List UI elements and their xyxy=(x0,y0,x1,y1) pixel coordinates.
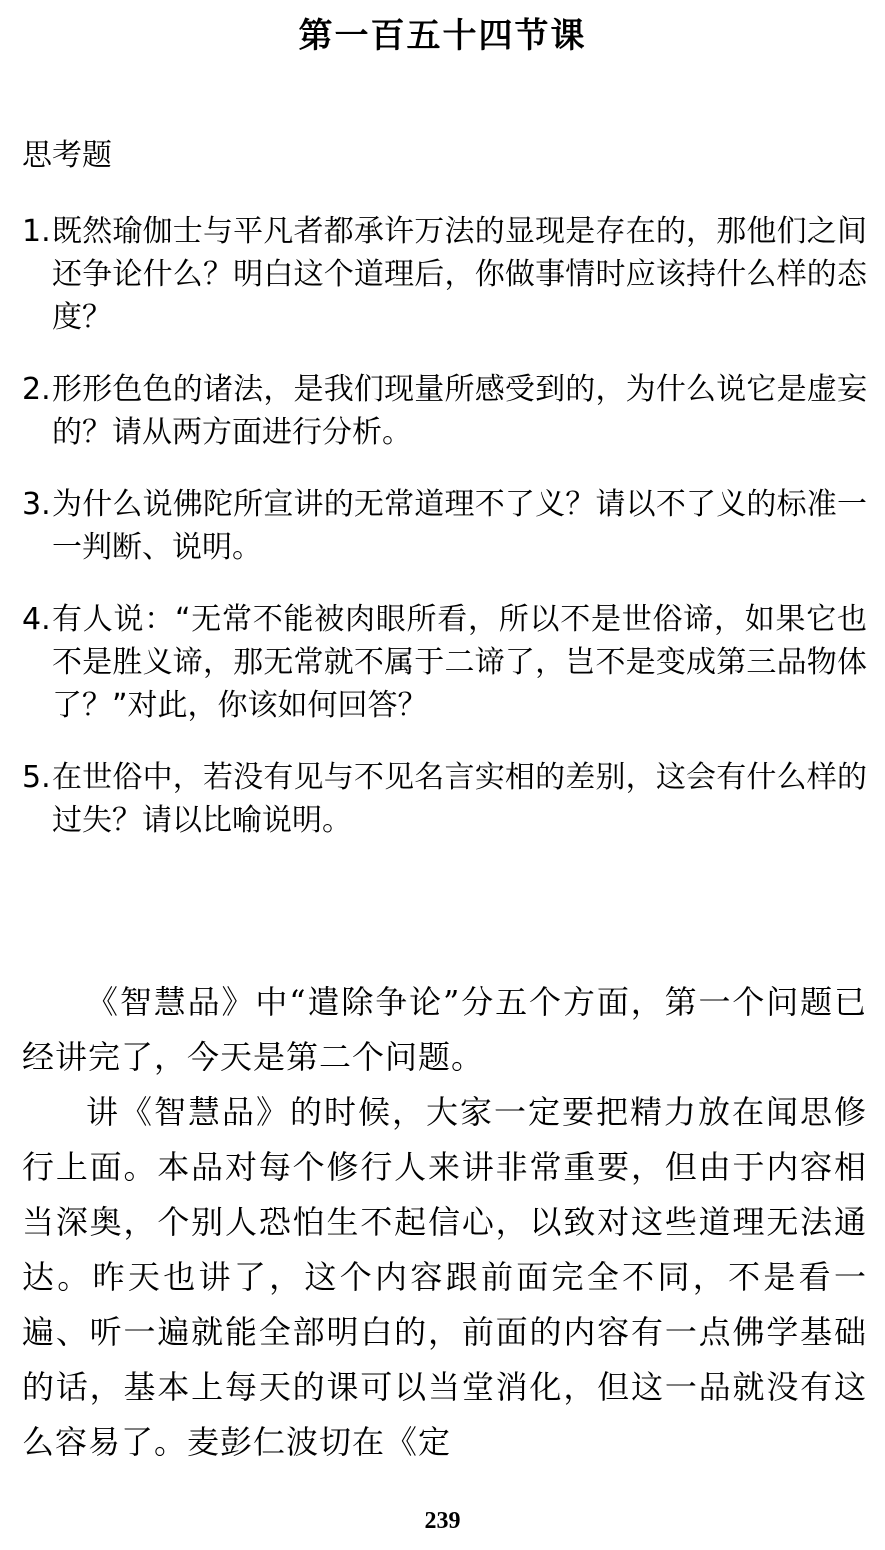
review-question-5 xyxy=(22,756,867,842)
page-number: 239 xyxy=(424,1508,461,1534)
question-number: 1. xyxy=(22,214,51,249)
question-number: 2. xyxy=(22,372,51,407)
question-text: 既然瑜伽士与平凡者都承许万法的显现是存在的，那他们之间还争论什么？明白这个道理后，你做事情时应该持什么样的态度？ xyxy=(52,214,867,335)
review-question-3 xyxy=(22,483,867,569)
question-number: 4. xyxy=(22,602,51,637)
question-text: 有人说：“无常不能被肉眼所看，所以不是世俗谛，如果它也不是胜义谛，那无常就不属于二谛了，岂不是变成第三品物体了？”对此，你该如何回答？ xyxy=(52,602,867,723)
review-question-4 xyxy=(22,598,867,727)
page-title: 第一百五十四节课 xyxy=(298,16,587,56)
question-text: 为什么说佛陀所宣讲的无常道理不了义？请以不了义的标准一一判断、说明。 xyxy=(52,487,867,565)
review-question-1 xyxy=(22,210,867,339)
review-question-2 xyxy=(22,368,867,454)
review-questions-list xyxy=(22,210,867,871)
lecture-body xyxy=(22,975,867,1470)
question-text: 形形色色的诸法，是我们现量所感受到的，为什么说它是虚妄的？请从两方面进行分析。 xyxy=(52,372,867,450)
question-text: 在世俗中，若没有见与不见名言实相的差别，这会有什么样的过失？请以比喻说明。 xyxy=(52,760,867,838)
review-questions-heading: 思考题 xyxy=(22,138,112,173)
body-paragraph-1: 《智慧品》中“遣除争论”分五个方面，第一个问题已经讲完了，今天是第二个问题。 xyxy=(22,983,867,1076)
question-number: 5. xyxy=(22,760,51,795)
body-paragraph-2: 讲《智慧品》的时候，大家一定要把精力放在闻思修行上面。本品对每个修行人来讲非常重要，但由于内容相当深奥，个别人恐怕生不起信心，以致对这些道理无法通达。昨天也讲了，这个内容跟前面完全不同，不是看一遍、听一遍就能全部明白的，前面的内容有一点佛学基础的话，基本上每天的课可以当堂消化，但这一品就没有这么容易了。麦彭仁波切在《定 xyxy=(22,1093,867,1461)
question-number: 3. xyxy=(22,487,51,522)
